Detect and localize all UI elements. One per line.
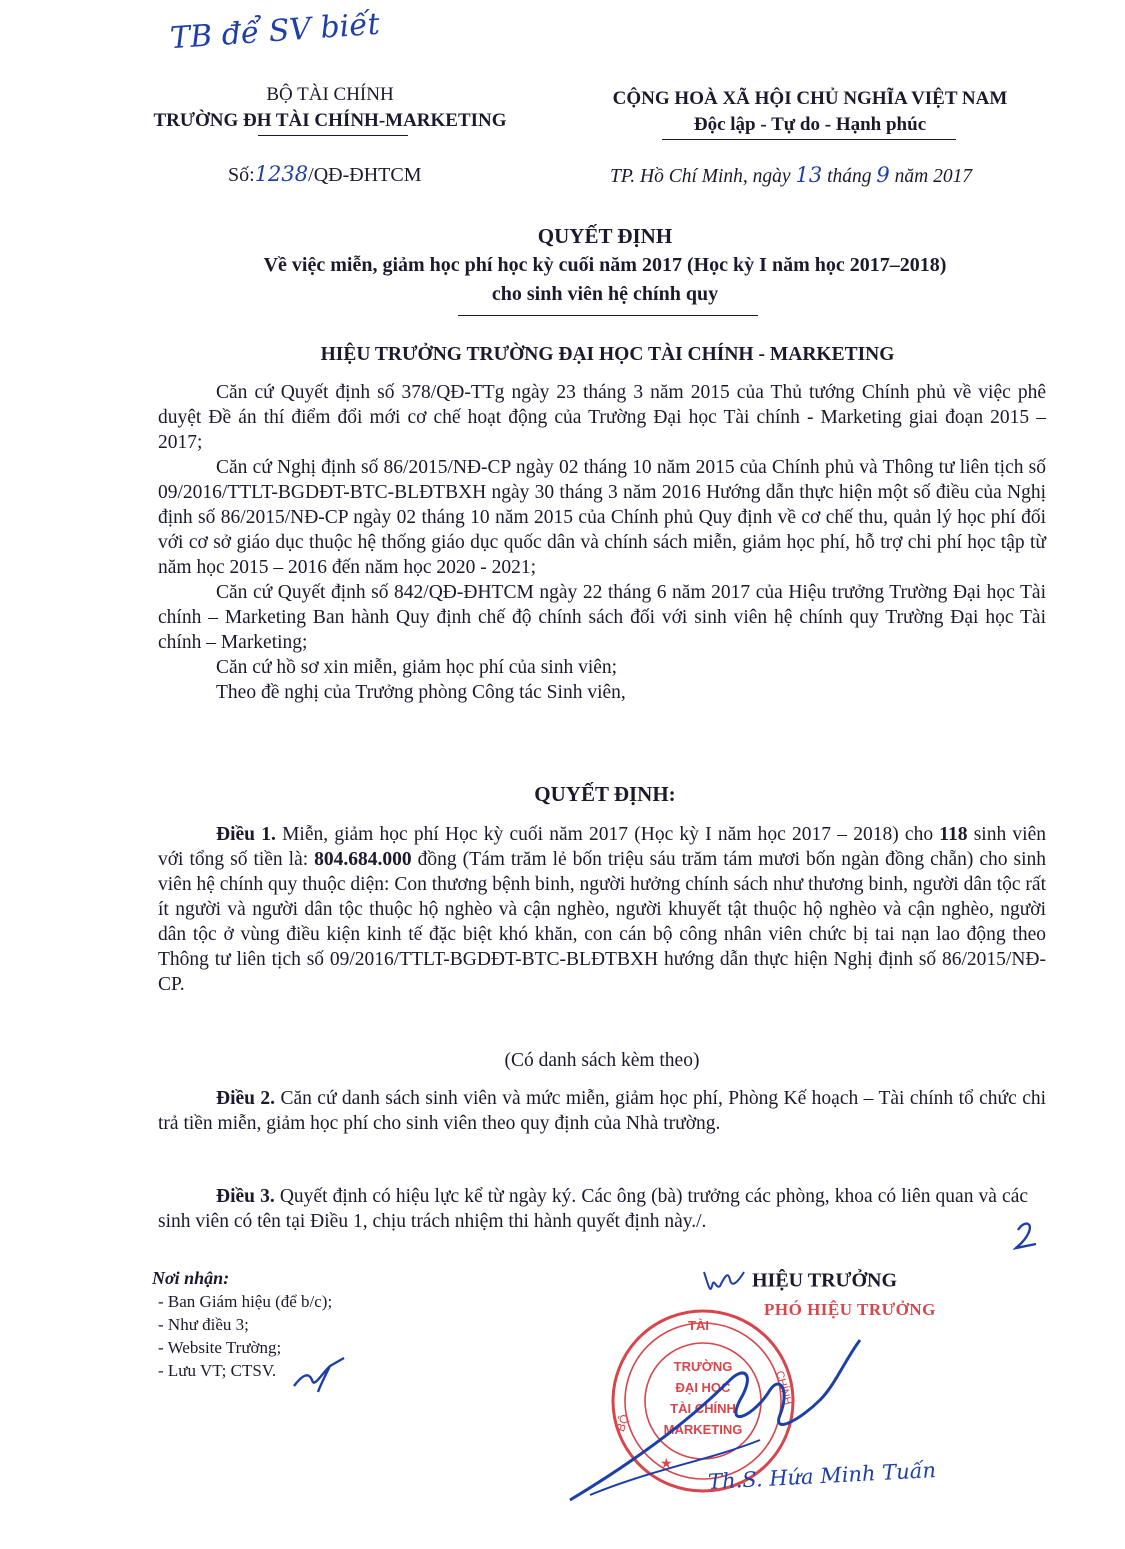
- month-handwritten: 9: [876, 163, 890, 187]
- place-date-prefix: TP. Hồ Chí Minh, ngày: [610, 166, 791, 187]
- signature-title-wrap: [700, 1264, 897, 1298]
- article-2: [158, 1086, 1046, 1136]
- seal-line: ĐẠI HỌC: [675, 1380, 731, 1395]
- number-prefix: Số:: [228, 164, 255, 186]
- deputy-stamp: PHÓ HIỆU TRƯỞNG: [764, 1300, 936, 1319]
- day-handwritten: 13: [795, 163, 823, 187]
- preamble-item: Theo đề nghị của Trưởng phòng Công tác Sinh viên,: [216, 682, 626, 703]
- article-3-label: Điều 3.: [216, 1186, 275, 1207]
- decision-title-block: [120, 222, 1090, 309]
- article-1-label: Điều 1.: [216, 824, 276, 845]
- year-text: năm 2017: [894, 166, 973, 187]
- national-motto: Độc lập - Tự do - Hạnh phúc: [693, 114, 927, 135]
- month-word: tháng: [827, 166, 872, 187]
- motto-underline: [662, 139, 956, 140]
- seal-right-text: CHÍNH: [773, 1369, 794, 1407]
- seal-top-text: TÀI: [688, 1318, 709, 1333]
- preamble-item: Căn cứ hồ sơ xin miễn, giảm học phí của sinh viên;: [216, 657, 618, 678]
- title-underline: [458, 315, 758, 316]
- republic-name: CỘNG HOÀ XÃ HỘI CHỦ NGHĨA VIỆT NAM: [612, 88, 1008, 109]
- seal-line: TÀI CHÍNH: [670, 1401, 736, 1416]
- recipient-item: - Như điều 3;: [158, 1315, 249, 1334]
- number-handwritten: 1238: [254, 162, 309, 186]
- student-count: 118: [939, 824, 968, 845]
- attachment-note: (Có danh sách kèm theo): [504, 1050, 700, 1071]
- article-1: [158, 822, 1046, 997]
- recipient-item: - Website Trường;: [158, 1338, 282, 1357]
- preamble-item: Căn cứ Quyết định số 842/QĐ-ĐHTCM ngày 22 tháng 6 năm 2017 của Hiệu trưởng Trường Đại học Tài chính – Marketing Ban hành Quy định chế độ chính sách đối với sinh viên hệ chính quy Trường Đại học Tài chính – Marketing;: [158, 582, 1046, 653]
- recipient-item: - Lưu VT; CTSV.: [158, 1361, 277, 1380]
- title-initial-mark: [700, 1264, 748, 1298]
- signer-name: Th.S. Hứa Minh Tuấn: [707, 1458, 937, 1494]
- place-date: [610, 163, 972, 188]
- seal-star-icon: ★: [660, 1457, 673, 1472]
- article-1-text-a: Miễn, giảm học phí Học kỳ cuối năm 2017 (Học kỳ I năm học 2017 – 2018) cho: [282, 824, 934, 845]
- decision-heading: QUYẾT ĐỊNH:: [534, 782, 676, 806]
- seal-line: MARKETING: [663, 1422, 743, 1437]
- seal-left-text: BỘ: [613, 1412, 633, 1434]
- recipients-initial-mark: [290, 1356, 348, 1396]
- left-header: [110, 82, 550, 134]
- recipients-heading: Nơi nhận:: [152, 1268, 230, 1288]
- preamble-item: Căn cứ Quyết định số 378/QĐ-TTg ngày 23 tháng 3 năm 2015 của Thủ tướng Chính phủ về việc phê duyệt Đề án thí điểm đổi mới cơ chế hoạt động của Trường Đại học Tài chính - Marketing giai đoạn 2015 – 2017;: [158, 382, 1046, 453]
- article-1-text-b: sinh viên với tổng số tiền là:: [158, 824, 1046, 870]
- number-suffix: /QĐ-ĐHTCM: [308, 164, 422, 186]
- document-number: [228, 162, 421, 187]
- signature-title: HIỆU TRƯỞNG: [752, 1269, 898, 1292]
- article-3: [158, 1184, 1028, 1234]
- article-2-text: Căn cứ danh sách sinh viên và mức miễn, giảm học phí, Phòng Kế hoạch – Tài chính tổ chức chi trả tiền miễn, giảm học phí cho sinh viên theo quy định của Nhà trường.: [158, 1088, 1047, 1134]
- article-2-label: Điều 2.: [216, 1088, 276, 1109]
- preamble-item: Căn cứ Nghị định số 86/2015/NĐ-CP ngày 02 tháng 10 năm 2015 của Chính phủ và Thông tư liên tịch số 09/2016/TTLT-BGDĐT-BTC-BLĐTBXH ngày 30 tháng 3 năm 2016 Hướng dẫn thực hiện một số điều của Nghị định số 86/2015/NĐ-CP ngày 02 tháng 10 năm 2015 của Chính phủ Quy định về cơ chế thu, quản lý học phí đối với cơ sở giáo dục thuộc hệ thống giáo dục quốc dân và chính sách miễn, giảm học phí, hỗ trợ chi phí học tập từ năm học 2015 – 2016 đến năm học 2020 - 2021;: [158, 457, 1046, 578]
- recipient-item: - Ban Giám hiệu (để b/c);: [158, 1292, 333, 1311]
- article-1-text-c: đồng (Tám trăm lẻ bốn triệu sáu trăm tám mươi bốn ngàn đồng chẵn) cho sinh viên hệ chính quy thuộc diện: Con thương bệnh binh, người hưởng chính sách như thương binh, người dân tộc rất ít người và người dân tộc thuộc hộ nghèo và cận nghèo, người khuyết tật thuộc hộ nghèo và cận nghèo, người dân tộc ở vùng điều kiện kinh tế đặc biệt khó khăn, con cán bộ công nhân viên chức bị tai nạn lao động theo Thông tư liên tịch số 09/2016/TTLT-BGDĐT-BTC-BLĐTBXH hướng dẫn thực hiện Nghị định số 86/2015/NĐ-CP.: [158, 849, 1047, 995]
- decision-title: QUYẾT ĐỊNH: [537, 224, 673, 248]
- right-header: [570, 86, 1050, 138]
- preamble: [158, 380, 1046, 705]
- initial-mark: [1012, 1218, 1044, 1252]
- school-name: TRƯỜNG ĐH TÀI CHÍNH-MARKETING: [153, 110, 507, 131]
- decision-subject-line2: cho sinh viên hệ chính quy: [491, 283, 719, 305]
- article-3-text: Quyết định có hiệu lực kể từ ngày ký. Các ông (bà) trưởng các phòng, khoa có liên quan và các sinh viên có tên tại Điều 1, chịu trách nhiệm thi hành quyết định này./.: [158, 1186, 1029, 1232]
- total-amount: 804.684.000: [314, 849, 412, 870]
- left-header-underline: [258, 135, 408, 136]
- handwritten-note: TB để SV biết: [169, 6, 381, 57]
- seal-line: TRƯỜNG: [673, 1359, 733, 1374]
- ministry-name: BỘ TÀI CHÍNH: [266, 84, 394, 105]
- authority-line: HIỆU TRƯỞNG TRƯỜNG ĐẠI HỌC TÀI CHÍNH - MARKETING: [320, 344, 895, 365]
- decision-subject-line1: Về việc miễn, giảm học phí học kỳ cuối năm 2017 (Học kỳ I năm học 2017–2018): [263, 254, 947, 276]
